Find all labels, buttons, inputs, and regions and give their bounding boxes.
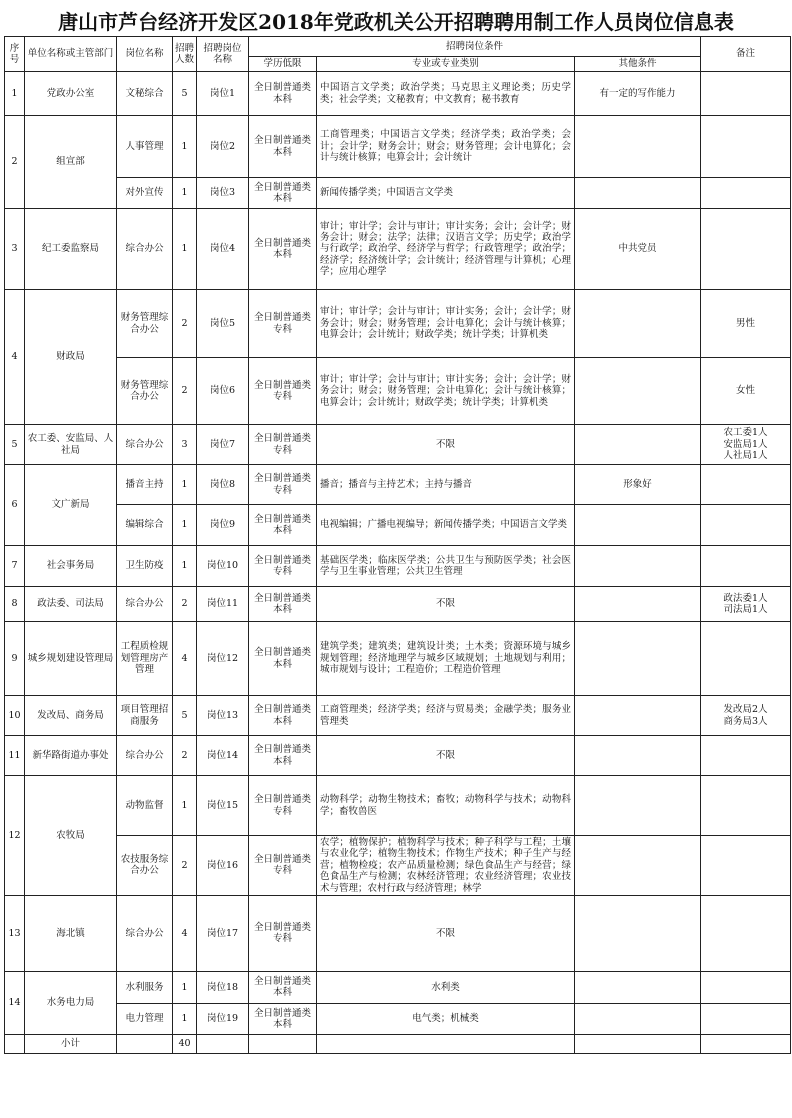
- row-remark: [701, 546, 791, 587]
- row-count: 2: [173, 736, 197, 776]
- row-other: [575, 358, 701, 425]
- row-count: 1: [173, 776, 197, 836]
- total-row: [5, 1034, 791, 1053]
- row-unit: 文广新局: [25, 465, 117, 546]
- row-post-name: 动物监督: [117, 776, 173, 836]
- row-major: 审计；审计学；会计与审计；审计实务；会计；会计学；财务会计；财会；财务管理；会计电算化；会计与统计核算；电算会计；会计统计；财政学类；统计学类；计算机类: [317, 358, 575, 425]
- header-unit: 单位名称或主管部门: [25, 37, 117, 72]
- row-other: [575, 622, 701, 696]
- total-post: [117, 1034, 173, 1053]
- row-post-code: 岗位14: [197, 736, 249, 776]
- row-seq: 7: [5, 546, 25, 587]
- header-conditions: 招聘岗位条件: [249, 37, 701, 57]
- row-other: [575, 178, 701, 209]
- row-post-name: 财务管理综合办公: [117, 290, 173, 358]
- table-row: [5, 736, 791, 776]
- row-post-code: 岗位17: [197, 895, 249, 971]
- row-major: 审计；审计学；会计与审计；审计实务；会计；会计学；财务会计；财会；财务管理；会计电算化；会计与统计核算；电算会计；会计统计；财政学类；统计学类；计算机类: [317, 290, 575, 358]
- row-post-name: 编辑综合: [117, 505, 173, 546]
- row-remark: 发改局2人 商务局3人: [701, 696, 791, 736]
- row-major: 审计；审计学；会计与审计；审计实务；会计；会计学；财务会计；财会；法学；法律；汉语言文学；历史学；政治学与行政学；政治学、经济学与哲学；行政管理学；政治学；经济学；经济统计学；会计统计；经济管理与计算机；心理学；应用心理学: [317, 209, 575, 290]
- row-unit: 水务电力局: [25, 971, 117, 1034]
- row-post-name: 电力管理: [117, 1003, 173, 1034]
- row-seq: 1: [5, 72, 25, 116]
- row-post-name: 综合办公: [117, 209, 173, 290]
- row-post-code: 岗位13: [197, 696, 249, 736]
- row-major: 动物科学；动物生物技术；畜牧；动物科学与技术；动物科学；畜牧兽医: [317, 776, 575, 836]
- total-edu: [249, 1034, 317, 1053]
- header-major: 专业或专业类别: [317, 57, 575, 72]
- row-count: 1: [173, 465, 197, 505]
- header-remark: 备注: [701, 37, 791, 72]
- row-major: 建筑学类；建筑类；建筑设计类；土木类；资源环境与城乡规划管理；经济地理学与城乡区域规划；土地规划与利用；城市规划与设计；工程造价；工程造价管理: [317, 622, 575, 696]
- row-edu: 全日制普通类专科: [249, 546, 317, 587]
- row-post-code: 岗位18: [197, 971, 249, 1003]
- row-other: [575, 587, 701, 622]
- row-edu: 全日制普通类本科: [249, 1003, 317, 1034]
- table-row: [5, 209, 791, 290]
- row-unit: 政法委、司法局: [25, 587, 117, 622]
- row-post-name: 综合办公: [117, 895, 173, 971]
- row-post-code: 岗位2: [197, 116, 249, 178]
- row-seq: 6: [5, 465, 25, 546]
- header-post-name: 岗位名称: [117, 37, 173, 72]
- row-other: [575, 290, 701, 358]
- row-post-name: 财务管理综合办公: [117, 358, 173, 425]
- row-edu: 全日制普通类专科: [249, 836, 317, 896]
- row-other: [575, 425, 701, 465]
- row-other: [575, 971, 701, 1003]
- row-seq: 14: [5, 971, 25, 1034]
- row-edu: 全日制普通类本科: [249, 622, 317, 696]
- header-edu: 学历低限: [249, 57, 317, 72]
- row-major: 不限: [317, 425, 575, 465]
- row-post-code: 岗位7: [197, 425, 249, 465]
- table-row: [5, 116, 791, 178]
- row-other: [575, 1003, 701, 1034]
- row-other: 有一定的写作能力: [575, 72, 701, 116]
- table-row: [5, 425, 791, 465]
- row-seq: 2: [5, 116, 25, 209]
- header-seq: 序号: [5, 37, 25, 72]
- total-major: [317, 1034, 575, 1053]
- row-edu: 全日制普通类本科: [249, 736, 317, 776]
- row-other: [575, 696, 701, 736]
- row-remark: [701, 209, 791, 290]
- table-row: [5, 72, 791, 116]
- row-post-name: 对外宣传: [117, 178, 173, 209]
- row-edu: 全日制普通类本科: [249, 971, 317, 1003]
- table-row: [5, 178, 791, 209]
- row-seq: 8: [5, 587, 25, 622]
- table-row: [5, 1003, 791, 1034]
- row-major: 不限: [317, 736, 575, 776]
- row-major: 不限: [317, 895, 575, 971]
- row-remark: 农工委1人 安监局1人 人社局1人: [701, 425, 791, 465]
- row-remark: [701, 971, 791, 1003]
- table-row: [5, 971, 791, 1003]
- total-label: 小计: [25, 1034, 117, 1053]
- row-post-code: 岗位12: [197, 622, 249, 696]
- row-other: [575, 505, 701, 546]
- row-count: 2: [173, 290, 197, 358]
- row-other: [575, 776, 701, 836]
- row-remark: [701, 505, 791, 546]
- row-edu: 全日制普通类专科: [249, 290, 317, 358]
- row-other: [575, 546, 701, 587]
- total-count: 40: [173, 1034, 197, 1053]
- row-seq: 11: [5, 736, 25, 776]
- row-post-code: 岗位16: [197, 836, 249, 896]
- row-remark: [701, 72, 791, 116]
- row-remark: [701, 178, 791, 209]
- row-unit: 农牧局: [25, 776, 117, 896]
- row-post-code: 岗位11: [197, 587, 249, 622]
- row-remark: [701, 622, 791, 696]
- row-count: 3: [173, 425, 197, 465]
- table-row: [5, 587, 791, 622]
- row-major: 不限: [317, 587, 575, 622]
- row-edu: 全日制普通类本科: [249, 209, 317, 290]
- row-post-code: 岗位5: [197, 290, 249, 358]
- row-edu: 全日制普通类专科: [249, 776, 317, 836]
- row-unit: 财政局: [25, 290, 117, 425]
- row-count: 1: [173, 1003, 197, 1034]
- row-post-code: 岗位10: [197, 546, 249, 587]
- row-remark: [701, 1003, 791, 1034]
- row-count: 2: [173, 358, 197, 425]
- row-count: 1: [173, 209, 197, 290]
- row-post-code: 岗位15: [197, 776, 249, 836]
- row-major: 中国语言文学类；政治学类；马克思主义理论类；历史学类；社会学类；文秘教育；中文教育；秘书教育: [317, 72, 575, 116]
- row-other: [575, 895, 701, 971]
- row-seq: 12: [5, 776, 25, 896]
- row-remark: 政法委1人 司法局1人: [701, 587, 791, 622]
- row-other: [575, 736, 701, 776]
- row-unit: 城乡规划建设管理局: [25, 622, 117, 696]
- row-count: 2: [173, 587, 197, 622]
- row-post-name: 人事管理: [117, 116, 173, 178]
- row-unit: 新华路街道办事处: [25, 736, 117, 776]
- total-seq: [5, 1034, 25, 1053]
- row-count: 2: [173, 836, 197, 896]
- row-unit: 组宣部: [25, 116, 117, 209]
- row-unit: 发改局、商务局: [25, 696, 117, 736]
- row-post-name: 水利服务: [117, 971, 173, 1003]
- row-edu: 全日制普通类本科: [249, 505, 317, 546]
- row-unit: 纪工委监察局: [25, 209, 117, 290]
- row-post-name: 综合办公: [117, 587, 173, 622]
- row-other: [575, 116, 701, 178]
- row-post-name: 农技服务综合办公: [117, 836, 173, 896]
- table-row: [5, 465, 791, 505]
- total-other: [575, 1034, 701, 1053]
- row-count: 1: [173, 971, 197, 1003]
- row-post-code: 岗位1: [197, 72, 249, 116]
- row-other: [575, 836, 701, 896]
- table-row: [5, 505, 791, 546]
- row-remark: [701, 736, 791, 776]
- row-edu: 全日制普通类本科: [249, 72, 317, 116]
- row-post-name: 播音主持: [117, 465, 173, 505]
- row-post-name: 项目管理招商服务: [117, 696, 173, 736]
- total-remark: [701, 1034, 791, 1053]
- total-code: [197, 1034, 249, 1053]
- row-count: 5: [173, 72, 197, 116]
- table-row: [5, 895, 791, 971]
- row-post-name: 卫生防疫: [117, 546, 173, 587]
- row-edu: 全日制普通类本科: [249, 696, 317, 736]
- row-seq: 3: [5, 209, 25, 290]
- row-remark: [701, 895, 791, 971]
- row-post-name: 文秘综合: [117, 72, 173, 116]
- row-major: 水利类: [317, 971, 575, 1003]
- table-row: [5, 836, 791, 896]
- row-remark: [701, 116, 791, 178]
- row-count: 4: [173, 895, 197, 971]
- row-count: 1: [173, 116, 197, 178]
- row-count: 5: [173, 696, 197, 736]
- header-other: 其他条件: [575, 57, 701, 72]
- table-row: [5, 546, 791, 587]
- row-remark: [701, 776, 791, 836]
- row-remark: 女性: [701, 358, 791, 425]
- row-post-code: 岗位19: [197, 1003, 249, 1034]
- row-post-code: 岗位8: [197, 465, 249, 505]
- row-unit: 党政办公室: [25, 72, 117, 116]
- row-remark: [701, 465, 791, 505]
- row-count: 1: [173, 178, 197, 209]
- row-major: 工商管理类；经济学类；经济与贸易类；金融学类；服务业管理类: [317, 696, 575, 736]
- row-post-name: 综合办公: [117, 425, 173, 465]
- row-post-code: 岗位4: [197, 209, 249, 290]
- page-title: 唐山市芦台经济开发区2018年党政机关公开招聘聘用制工作人员岗位信息表: [58, 10, 734, 34]
- header-count: 招聘人数: [173, 37, 197, 72]
- row-count: 4: [173, 622, 197, 696]
- row-major: 新闻传播学类；中国语言文学类: [317, 178, 575, 209]
- table-row: [5, 622, 791, 696]
- row-major: 基础医学类；临床医学类；公共卫生与预防医学类；社会医学与卫生事业管理；公共卫生管理: [317, 546, 575, 587]
- row-edu: 全日制普通类专科: [249, 425, 317, 465]
- row-seq: 5: [5, 425, 25, 465]
- row-major: 农学；植物保护；植物科学与技术；种子科学与工程；土壤与农业化学；植物生物技术；作物生产技术；种子生产与经营；植物检疫；农产品质量检测；绿色食品生产与经营；绿色食品生产与检测；农林经济管理；农业经济管理；农业技术与管理；农村行政与经济管理；林学: [317, 836, 575, 896]
- row-edu: 全日制普通类本科: [249, 178, 317, 209]
- row-edu: 全日制普通类本科: [249, 587, 317, 622]
- row-seq: 9: [5, 622, 25, 696]
- row-count: 1: [173, 546, 197, 587]
- table-row: [5, 358, 791, 425]
- row-remark: [701, 836, 791, 896]
- table-row: [5, 696, 791, 736]
- row-other: 形象好: [575, 465, 701, 505]
- row-unit: 农工委、安监局、人社局: [25, 425, 117, 465]
- row-major: 电气类；机械类: [317, 1003, 575, 1034]
- row-seq: 4: [5, 290, 25, 425]
- row-unit: 海北镇: [25, 895, 117, 971]
- row-major: 电视编辑；广播电视编导；新闻传播学类；中国语言文学类: [317, 505, 575, 546]
- row-edu: 全日制普通类专科: [249, 895, 317, 971]
- row-post-name: 工程质检规划管理房产管理: [117, 622, 173, 696]
- row-unit: 社会事务局: [25, 546, 117, 587]
- table-row: [5, 776, 791, 836]
- header-post-code: 招聘岗位名称: [197, 37, 249, 72]
- row-major: 工商管理类；中国语言文学类；经济学类；政治学类；会计；会计学；财务会计；财会；财务管理；会计电算化；会计与统计核算；电算会计；会计统计: [317, 116, 575, 178]
- row-count: 1: [173, 505, 197, 546]
- row-seq: 13: [5, 895, 25, 971]
- row-post-code: 岗位3: [197, 178, 249, 209]
- row-seq: 10: [5, 696, 25, 736]
- table-row: [5, 290, 791, 358]
- row-edu: 全日制普通类专科: [249, 358, 317, 425]
- row-major: 播音；播音与主持艺术；主持与播音: [317, 465, 575, 505]
- row-remark: 男性: [701, 290, 791, 358]
- row-edu: 全日制普通类本科: [249, 116, 317, 178]
- recruitment-table: [4, 36, 791, 1054]
- row-post-name: 综合办公: [117, 736, 173, 776]
- row-edu: 全日制普通类专科: [249, 465, 317, 505]
- row-post-code: 岗位6: [197, 358, 249, 425]
- row-other: 中共党员: [575, 209, 701, 290]
- row-post-code: 岗位9: [197, 505, 249, 546]
